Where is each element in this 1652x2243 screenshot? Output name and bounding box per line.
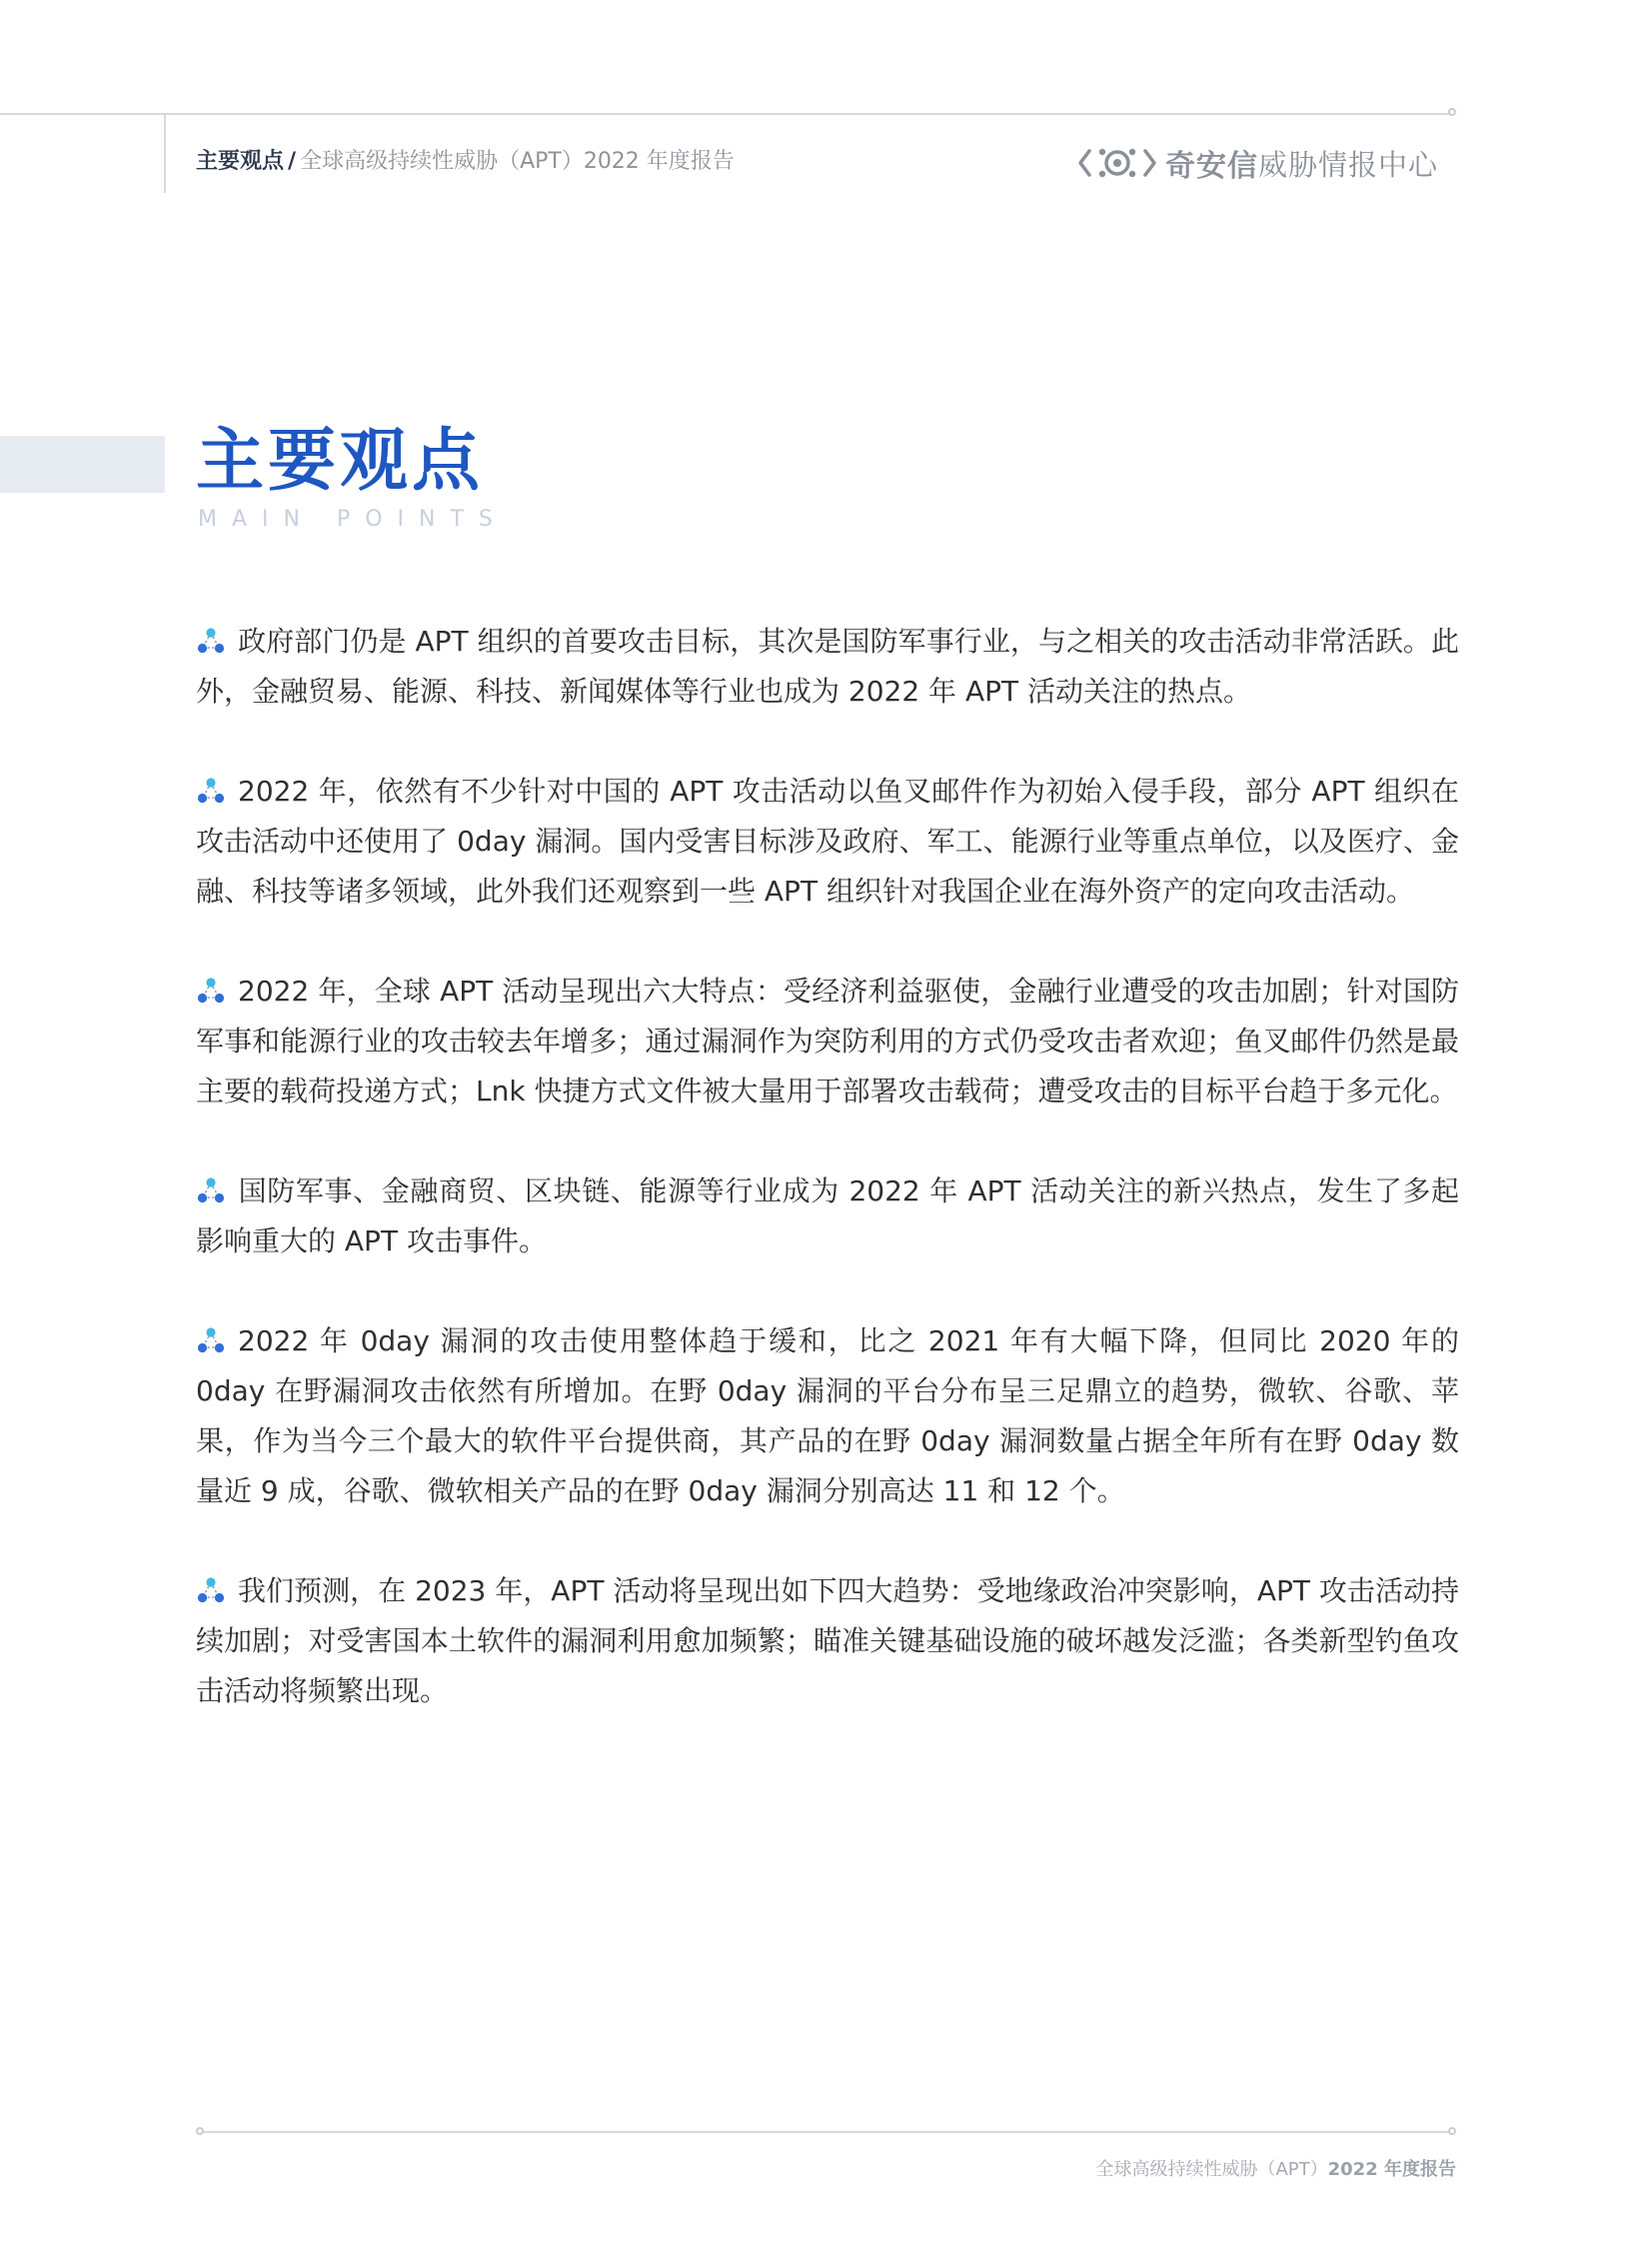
brand-name: 奇安信 bbox=[1165, 149, 1258, 184]
point-item bbox=[196, 1566, 1459, 1716]
main-points-list bbox=[196, 617, 1459, 1766]
triangle-nodes-icon bbox=[196, 776, 226, 806]
point-item bbox=[196, 1166, 1459, 1266]
breadcrumb-report-title: 全球高级持续性威胁（APT）2022 年度报告 bbox=[300, 149, 735, 174]
header-vertical-divider bbox=[164, 115, 166, 193]
footer-report-suffix: 2022 年度报告 bbox=[1327, 2159, 1456, 2180]
footer-divider bbox=[201, 2131, 1452, 2133]
point-text: 2022 年，依然有不少针对中国的 APT 攻击活动以鱼叉邮件作为初始入侵手段，部分 APT 组织在攻击活动中还使用了 0day 漏洞。国内受害目标涉及政府、军工、能源行业等重点单位，以及医疗、金融、科技等诸多领域，此外我们还观察到一些 APT 组织针对我国企业在海外资产的定向攻击活动。 bbox=[196, 775, 1459, 908]
triangle-nodes-icon bbox=[196, 976, 226, 1006]
page-subtitle: MAIN POINTS bbox=[198, 507, 508, 532]
point-text: 我们预测，在 2023 年，APT 活动将呈现出如下四大趋势：受地缘政治冲突影响，APT 攻击活动持续加剧；对受害国本土软件的漏洞利用愈加频繁；瞄准关键基础设施的破坏越发泛滥；各类新型钓鱼攻击活动将频繁出现。 bbox=[196, 1574, 1459, 1707]
point-text: 国防军事、金融商贸、区块链、能源等行业成为 2022 年 APT 活动关注的新兴热点，发生了多起影响重大的 APT 攻击事件。 bbox=[196, 1174, 1459, 1257]
point-text: 2022 年，全球 APT 活动呈现出六大特点：受经济利益驱使，金融行业遭受的攻击加剧；针对国防军事和能源行业的攻击较去年增多；通过漏洞作为突防利用的方式仍受攻击者欢迎；鱼叉邮件仍然是最主要的载荷投递方式；Lnk 快捷方式文件被大量用于部署攻击载荷；遭受攻击的目标平台趋于多元化。 bbox=[196, 975, 1459, 1108]
point-item bbox=[196, 967, 1459, 1117]
triangle-nodes-icon bbox=[196, 1175, 226, 1205]
header-divider bbox=[0, 113, 1451, 115]
qianxin-logo-icon bbox=[1077, 143, 1157, 183]
triangle-nodes-icon bbox=[196, 626, 226, 656]
point-text: 2022 年 0day 漏洞的攻击使用整体趋于缓和，比之 2021 年有大幅下降，但同比 2020 年的 0day 在野漏洞攻击依然有所增加。在野 0day 漏洞的平台分布呈三足鼎立的趋势，微软、谷歌、苹果，作为当今三个最大的软件平台提供商，其产品的在野 0day 漏洞数量占据全年所有在野 0day 数量近 9 成，谷歌、微软相关产品的在野 0day 漏洞分别高达 11 和 12 个。 bbox=[196, 1324, 1459, 1507]
point-text: 政府部门仍是 APT 组织的首要攻击目标，其次是国防军事行业，与之相关的攻击活动非常活跃。此外，金融贸易、能源、科技、新闻媒体等行业也成为 2022 年 APT 活动关注的热点。 bbox=[196, 625, 1459, 708]
breadcrumb-section[interactable]: 主要观点 bbox=[196, 149, 285, 174]
title-accent-bar bbox=[0, 436, 165, 493]
breadcrumb bbox=[196, 146, 735, 178]
breadcrumb-separator: / bbox=[288, 149, 297, 174]
point-item bbox=[196, 617, 1459, 717]
brand-subtitle: 威胁情报中心 bbox=[1258, 147, 1439, 182]
header-divider-end-dot bbox=[1448, 108, 1456, 116]
triangle-nodes-icon bbox=[196, 1575, 226, 1605]
page-title: 主要观点 bbox=[196, 422, 485, 501]
triangle-nodes-icon bbox=[196, 1325, 226, 1355]
brand bbox=[1077, 141, 1438, 185]
footer-report-prefix: 全球高级持续性威胁（APT） bbox=[1095, 2159, 1328, 2180]
point-item bbox=[196, 1316, 1459, 1516]
footer-divider-dot-right bbox=[1448, 2127, 1456, 2135]
point-item bbox=[196, 767, 1459, 917]
footer-report-title bbox=[1095, 2157, 1456, 2183]
footer-divider-dot-left bbox=[196, 2127, 204, 2135]
